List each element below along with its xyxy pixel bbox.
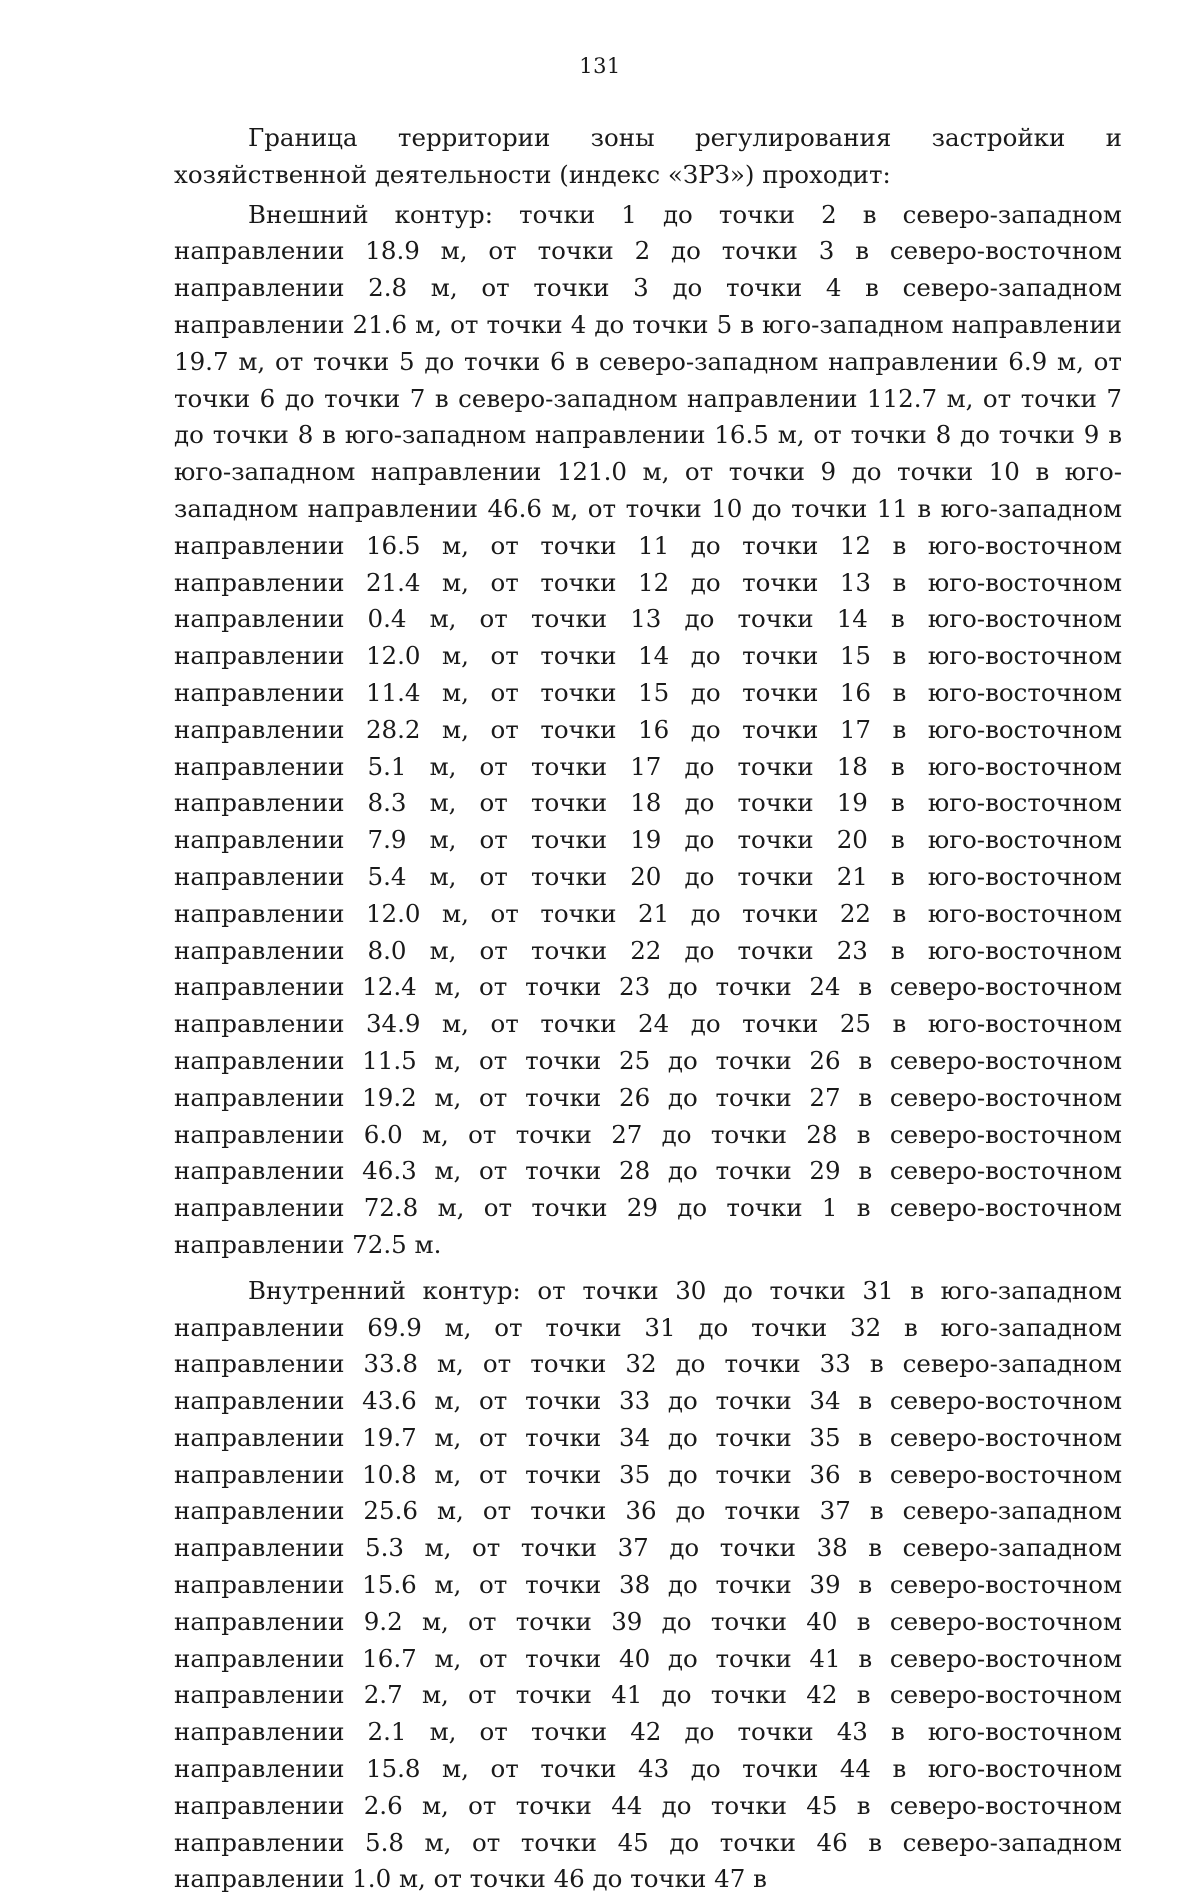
paragraph-intro: Граница территории зоны регулирования застройки и хозяйственной деятельности (индекс «ЗРЗ») проходит:	[174, 123, 1122, 189]
page-number: 131	[579, 54, 621, 78]
document-body	[174, 120, 1122, 1898]
paragraph-outer-contour: Внешний контур: точки 1 до точки 2 в северо-западном направлении 18.9 м, от точки 2 до точки 3 в северо-восточном направлении 2.8 м, от точки 3 до точки 4 в северо-западном направлении 21.6 м, от точки 4 до точки 5 в юго-западном направлении 19.7 м, от точки 5 до точки 6 в северо-западном направлении 6.9 м, от точки 6 до точки 7 в северо-западном направлении 112.7 м, от точки 7 до точки 8 в юго-западном направлении 16.5 м, от точки 8 до точки 9 в юго-западном направлении 121.0 м, от точки 9 до точки 10 в юго-западном направлении 46.6 м, от точки 10 до точки 11 в юго-западном направлении 16.5 м, от точки 11 до точки 12 в юго-восточном направлении 21.4 м, от точки 12 до точки 13 в юго-восточном направлении 0.4 м, от точки 13 до точки 14 в юго-восточном направлении 12.0 м, от точки 14 до точки 15 в юго-восточном направлении 11.4 м, от точки 15 до точки 16 в юго-восточном направлении 28.2 м, от точки 16 до точки 17 в юго-восточном направлении 5.1 м, от точки 17 до точки 18 в юго-восточном направлении 8.3 м, от точки 18 до точки 19 в юго-восточном направлении 7.9 м, от точки 19 до точки 20 в юго-восточном направлении 5.4 м, от точки 20 до точки 21 в юго-восточном направлении 12.0 м, от точки 21 до точки 22 в юго-восточном направлении 8.0 м, от точки 22 до точки 23 в юго-восточном направлении 12.4 м, от точки 23 до точки 24 в северо-восточном направлении 34.9 м, от точки 24 до точки 25 в юго-восточном направлении 11.5 м, от точки 25 до точки 26 в северо-восточном направлении 19.2 м, от точки 26 до точки 27 в северо-восточном направлении 6.0 м, от точки 27 до точки 28 в северо-восточном направлении 46.3 м, от точки 28 до точки 29 в северо-восточном направлении 72.8 м, от точки 29 до точки 1 в северо-восточном направлении 72.5 м.	[174, 199, 1122, 1259]
paragraph-inner-contour: Внутренний контур: от точки 30 до точки 31 в юго-западном направлении 69.9 м, от точки 31 до точки 32 в юго-западном направлении 33.8 м, от точки 32 до точки 33 в северо-западном направлении 43.6 м, от точки 33 до точки 34 в северо-восточном направлении 19.7 м, от точки 34 до точки 35 в северо-восточном направлении 10.8 м, от точки 35 до точки 36 в северо-восточном направлении 25.6 м, от точки 36 до точки 37 в северо-западном направлении 5.3 м, от точки 37 до точки 38 в северо-западном направлении 15.6 м, от точки 38 до точки 39 в северо-восточном направлении 9.2 м, от точки 39 до точки 40 в северо-восточном направлении 16.7 м, от точки 40 до точки 41 в северо-восточном направлении 2.7 м, от точки 41 до точки 42 в северо-восточном направлении 2.1 м, от точки 42 до точки 43 в юго-восточном направлении 15.8 м, от точки 43 до точки 44 в юго-восточном направлении 2.6 м, от точки 44 до точки 45 в северо-восточном направлении 5.8 м, от точки 45 до точки 46 в северо-западном направлении 1.0 м, от точки 46 до точки 47 в	[174, 1275, 1122, 1894]
